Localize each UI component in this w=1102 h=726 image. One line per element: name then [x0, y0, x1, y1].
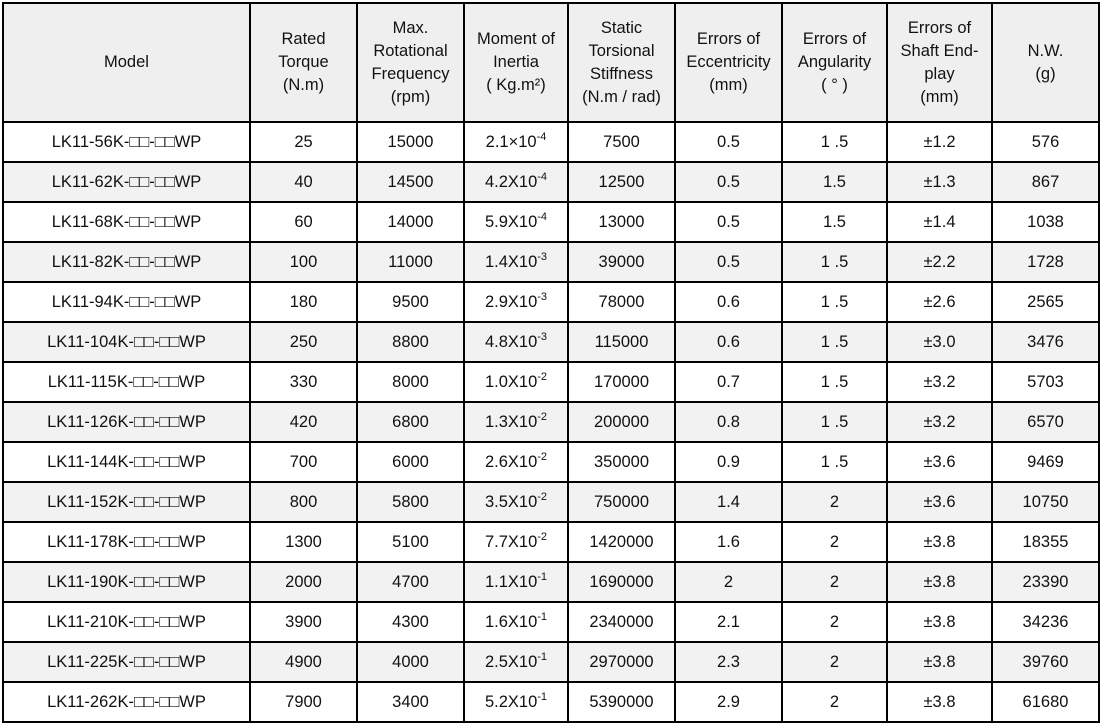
cell-rated-torque: 100 — [250, 242, 357, 282]
cell-rated-torque: 250 — [250, 322, 357, 362]
cell-errors-of-shaft-end-play: ±3.8 — [887, 522, 992, 562]
table-row — [3, 242, 1099, 282]
cell-model: LK11-126K-□□-□□WP — [3, 402, 250, 442]
cell-errors-of-eccentricity: 0.8 — [675, 402, 782, 442]
cell-static-torsional-stiffness: 78000 — [568, 282, 675, 322]
cell-errors-of-angularity: 2 — [782, 522, 887, 562]
cell-net-weight: 23390 — [992, 562, 1099, 602]
cell-rated-torque: 40 — [250, 162, 357, 202]
inertia-exponent: -3 — [537, 250, 548, 263]
cell-errors-of-shaft-end-play: ±2.6 — [887, 282, 992, 322]
header-rated-torque: Rated Torque (N.m) — [250, 3, 357, 122]
cell-net-weight: 61680 — [992, 682, 1099, 722]
cell-errors-of-eccentricity: 0.9 — [675, 442, 782, 482]
inertia-base: 7.7X10 — [484, 532, 538, 551]
cell-errors-of-shaft-end-play: ±3.8 — [887, 642, 992, 682]
cell-net-weight: 39760 — [992, 642, 1099, 682]
table-row — [3, 482, 1099, 522]
cell-errors-of-shaft-end-play: ±3.8 — [887, 562, 992, 602]
inertia-exponent: -1 — [537, 610, 548, 623]
header-static-torsional-stiffness: Static Torsional Stiffness (N.m / rad) — [568, 3, 675, 122]
cell-rated-torque: 1300 — [250, 522, 357, 562]
cell-model: LK11-225K-□□-□□WP — [3, 642, 250, 682]
cell-errors-of-shaft-end-play: ±3.6 — [887, 482, 992, 522]
inertia-base: 4.2X10 — [484, 172, 538, 191]
cell-errors-of-angularity: 1 .5 — [782, 322, 887, 362]
cell-rated-torque: 60 — [250, 202, 357, 242]
cell-errors-of-eccentricity: 2 — [675, 562, 782, 602]
cell-errors-of-angularity: 2 — [782, 602, 887, 642]
header-moment-of-inertia: Moment of Inertia ( Kg.m²) — [464, 3, 568, 122]
inertia-base: 5.2X10 — [484, 692, 538, 711]
inertia-exponent: -2 — [537, 370, 548, 383]
cell-static-torsional-stiffness: 5390000 — [568, 682, 675, 722]
cell-moment-of-inertia — [464, 482, 568, 522]
cell-errors-of-angularity: 2 — [782, 682, 887, 722]
table-row — [3, 602, 1099, 642]
cell-moment-of-inertia — [464, 162, 568, 202]
cell-moment-of-inertia — [464, 322, 568, 362]
cell-errors-of-angularity: 1.5 — [782, 162, 887, 202]
cell-errors-of-eccentricity: 0.6 — [675, 282, 782, 322]
cell-model: LK11-178K-□□-□□WP — [3, 522, 250, 562]
cell-model: LK11-262K-□□-□□WP — [3, 682, 250, 722]
table-row — [3, 282, 1099, 322]
cell-net-weight: 10750 — [992, 482, 1099, 522]
cell-max-rotational-frequency: 15000 — [357, 122, 464, 162]
cell-moment-of-inertia — [464, 442, 568, 482]
cell-rated-torque: 7900 — [250, 682, 357, 722]
cell-errors-of-shaft-end-play: ±1.4 — [887, 202, 992, 242]
cell-net-weight: 34236 — [992, 602, 1099, 642]
cell-net-weight: 3476 — [992, 322, 1099, 362]
cell-rated-torque: 2000 — [250, 562, 357, 602]
inertia-exponent: -1 — [537, 690, 548, 703]
cell-model: LK11-210K-□□-□□WP — [3, 602, 250, 642]
inertia-base: 1.3X10 — [484, 412, 538, 431]
table-row — [3, 642, 1099, 682]
table-row — [3, 362, 1099, 402]
cell-static-torsional-stiffness: 12500 — [568, 162, 675, 202]
inertia-base: 1.4X10 — [484, 252, 538, 271]
inertia-exponent: -2 — [537, 410, 548, 423]
cell-errors-of-angularity: 1 .5 — [782, 362, 887, 402]
cell-net-weight: 1038 — [992, 202, 1099, 242]
cell-errors-of-shaft-end-play: ±1.2 — [887, 122, 992, 162]
cell-model: LK11-144K-□□-□□WP — [3, 442, 250, 482]
cell-errors-of-angularity: 1 .5 — [782, 122, 887, 162]
cell-errors-of-angularity: 1.5 — [782, 202, 887, 242]
cell-errors-of-shaft-end-play: ±3.0 — [887, 322, 992, 362]
cell-max-rotational-frequency: 5800 — [357, 482, 464, 522]
cell-net-weight: 18355 — [992, 522, 1099, 562]
cell-errors-of-shaft-end-play: ±2.2 — [887, 242, 992, 282]
cell-net-weight: 2565 — [992, 282, 1099, 322]
table-body — [3, 122, 1099, 722]
cell-errors-of-angularity: 2 — [782, 642, 887, 682]
cell-moment-of-inertia — [464, 362, 568, 402]
table-row — [3, 522, 1099, 562]
inertia-base: 2.5X10 — [484, 652, 538, 671]
cell-model: LK11-56K-□□-□□WP — [3, 122, 250, 162]
inertia-base: 2.9X10 — [484, 292, 538, 311]
cell-model: LK11-68K-□□-□□WP — [3, 202, 250, 242]
cell-model: LK11-94K-□□-□□WP — [3, 282, 250, 322]
cell-errors-of-shaft-end-play: ±3.8 — [887, 602, 992, 642]
cell-rated-torque: 180 — [250, 282, 357, 322]
inertia-exponent: -2 — [537, 490, 548, 503]
coupling-spec-table — [2, 2, 1100, 723]
inertia-exponent: -3 — [537, 330, 548, 343]
table-row — [3, 122, 1099, 162]
cell-errors-of-eccentricity: 0.6 — [675, 322, 782, 362]
cell-net-weight: 6570 — [992, 402, 1099, 442]
header-max-rotational-frequency: Max. Rotational Frequency (rpm) — [357, 3, 464, 122]
cell-errors-of-eccentricity: 2.1 — [675, 602, 782, 642]
cell-errors-of-eccentricity: 0.5 — [675, 242, 782, 282]
cell-static-torsional-stiffness: 1690000 — [568, 562, 675, 602]
table-row — [3, 322, 1099, 362]
cell-static-torsional-stiffness: 13000 — [568, 202, 675, 242]
inertia-base: 2.1×10 — [485, 132, 537, 151]
cell-static-torsional-stiffness: 200000 — [568, 402, 675, 442]
cell-errors-of-angularity: 1 .5 — [782, 402, 887, 442]
cell-errors-of-shaft-end-play: ±3.6 — [887, 442, 992, 482]
cell-max-rotational-frequency: 9500 — [357, 282, 464, 322]
inertia-exponent: -4 — [536, 130, 547, 143]
cell-moment-of-inertia — [464, 202, 568, 242]
cell-model: LK11-152K-□□-□□WP — [3, 482, 250, 522]
inertia-exponent: -3 — [537, 290, 548, 303]
cell-max-rotational-frequency: 8800 — [357, 322, 464, 362]
inertia-exponent: -4 — [537, 210, 548, 223]
cell-static-torsional-stiffness: 115000 — [568, 322, 675, 362]
inertia-base: 3.5X10 — [484, 492, 538, 511]
cell-errors-of-shaft-end-play: ±3.8 — [887, 682, 992, 722]
cell-net-weight: 576 — [992, 122, 1099, 162]
table-row — [3, 562, 1099, 602]
cell-max-rotational-frequency: 5100 — [357, 522, 464, 562]
cell-moment-of-inertia — [464, 602, 568, 642]
cell-rated-torque: 3900 — [250, 602, 357, 642]
cell-rated-torque: 420 — [250, 402, 357, 442]
cell-moment-of-inertia — [464, 242, 568, 282]
cell-errors-of-shaft-end-play: ±1.3 — [887, 162, 992, 202]
table-row — [3, 202, 1099, 242]
table-row — [3, 402, 1099, 442]
cell-static-torsional-stiffness: 750000 — [568, 482, 675, 522]
cell-errors-of-angularity: 2 — [782, 482, 887, 522]
cell-static-torsional-stiffness: 2970000 — [568, 642, 675, 682]
cell-static-torsional-stiffness: 7500 — [568, 122, 675, 162]
cell-moment-of-inertia — [464, 122, 568, 162]
cell-net-weight: 1728 — [992, 242, 1099, 282]
inertia-exponent: -1 — [537, 570, 548, 583]
header-errors-of-angularity: Errors of Angularity ( ° ) — [782, 3, 887, 122]
cell-max-rotational-frequency: 4300 — [357, 602, 464, 642]
header-errors-of-eccentricity: Errors of Eccentricity (mm) — [675, 3, 782, 122]
cell-net-weight: 9469 — [992, 442, 1099, 482]
cell-static-torsional-stiffness: 1420000 — [568, 522, 675, 562]
inertia-exponent: -4 — [537, 170, 548, 183]
cell-max-rotational-frequency: 11000 — [357, 242, 464, 282]
table-row — [3, 442, 1099, 482]
header-model: Model — [3, 3, 250, 122]
cell-max-rotational-frequency: 3400 — [357, 682, 464, 722]
cell-static-torsional-stiffness: 170000 — [568, 362, 675, 402]
cell-errors-of-eccentricity: 0.5 — [675, 122, 782, 162]
cell-errors-of-angularity: 1 .5 — [782, 242, 887, 282]
cell-rated-torque: 700 — [250, 442, 357, 482]
cell-moment-of-inertia — [464, 642, 568, 682]
inertia-exponent: -2 — [537, 450, 548, 463]
inertia-base: 5.9X10 — [484, 212, 538, 231]
cell-moment-of-inertia — [464, 562, 568, 602]
cell-moment-of-inertia — [464, 402, 568, 442]
inertia-base: 1.1X10 — [484, 572, 538, 591]
cell-errors-of-shaft-end-play: ±3.2 — [887, 402, 992, 442]
cell-max-rotational-frequency: 6000 — [357, 442, 464, 482]
cell-max-rotational-frequency: 4700 — [357, 562, 464, 602]
cell-static-torsional-stiffness: 39000 — [568, 242, 675, 282]
inertia-base: 4.8X10 — [484, 332, 538, 351]
cell-errors-of-eccentricity: 0.7 — [675, 362, 782, 402]
cell-model: LK11-104K-□□-□□WP — [3, 322, 250, 362]
cell-max-rotational-frequency: 6800 — [357, 402, 464, 442]
table-row — [3, 682, 1099, 722]
cell-model: LK11-115K-□□-□□WP — [3, 362, 250, 402]
inertia-exponent: -2 — [537, 530, 548, 543]
cell-rated-torque: 330 — [250, 362, 357, 402]
cell-model: LK11-62K-□□-□□WP — [3, 162, 250, 202]
inertia-base: 1.0X10 — [484, 372, 538, 391]
cell-errors-of-eccentricity: 0.5 — [675, 162, 782, 202]
header-row — [3, 3, 1099, 122]
cell-errors-of-angularity: 1 .5 — [782, 282, 887, 322]
cell-errors-of-eccentricity: 1.6 — [675, 522, 782, 562]
cell-rated-torque: 25 — [250, 122, 357, 162]
cell-max-rotational-frequency: 4000 — [357, 642, 464, 682]
header-net-weight: N.W. (g) — [992, 3, 1099, 122]
cell-errors-of-shaft-end-play: ±3.2 — [887, 362, 992, 402]
inertia-base: 2.6X10 — [484, 452, 538, 471]
table-row — [3, 162, 1099, 202]
cell-errors-of-eccentricity: 2.9 — [675, 682, 782, 722]
cell-errors-of-eccentricity: 2.3 — [675, 642, 782, 682]
cell-errors-of-eccentricity: 1.4 — [675, 482, 782, 522]
cell-errors-of-angularity: 1 .5 — [782, 442, 887, 482]
inertia-base: 1.6X10 — [484, 612, 538, 631]
cell-net-weight: 867 — [992, 162, 1099, 202]
inertia-exponent: -1 — [537, 650, 548, 663]
cell-moment-of-inertia — [464, 522, 568, 562]
cell-max-rotational-frequency: 8000 — [357, 362, 464, 402]
cell-model: LK11-190K-□□-□□WP — [3, 562, 250, 602]
cell-net-weight: 5703 — [992, 362, 1099, 402]
cell-max-rotational-frequency: 14500 — [357, 162, 464, 202]
cell-max-rotational-frequency: 14000 — [357, 202, 464, 242]
cell-errors-of-eccentricity: 0.5 — [675, 202, 782, 242]
cell-errors-of-angularity: 2 — [782, 562, 887, 602]
cell-static-torsional-stiffness: 2340000 — [568, 602, 675, 642]
cell-model: LK11-82K-□□-□□WP — [3, 242, 250, 282]
cell-static-torsional-stiffness: 350000 — [568, 442, 675, 482]
header-errors-of-shaft-end-play: Errors of Shaft End- play (mm) — [887, 3, 992, 122]
cell-moment-of-inertia — [464, 682, 568, 722]
cell-rated-torque: 800 — [250, 482, 357, 522]
cell-rated-torque: 4900 — [250, 642, 357, 682]
cell-moment-of-inertia — [464, 282, 568, 322]
